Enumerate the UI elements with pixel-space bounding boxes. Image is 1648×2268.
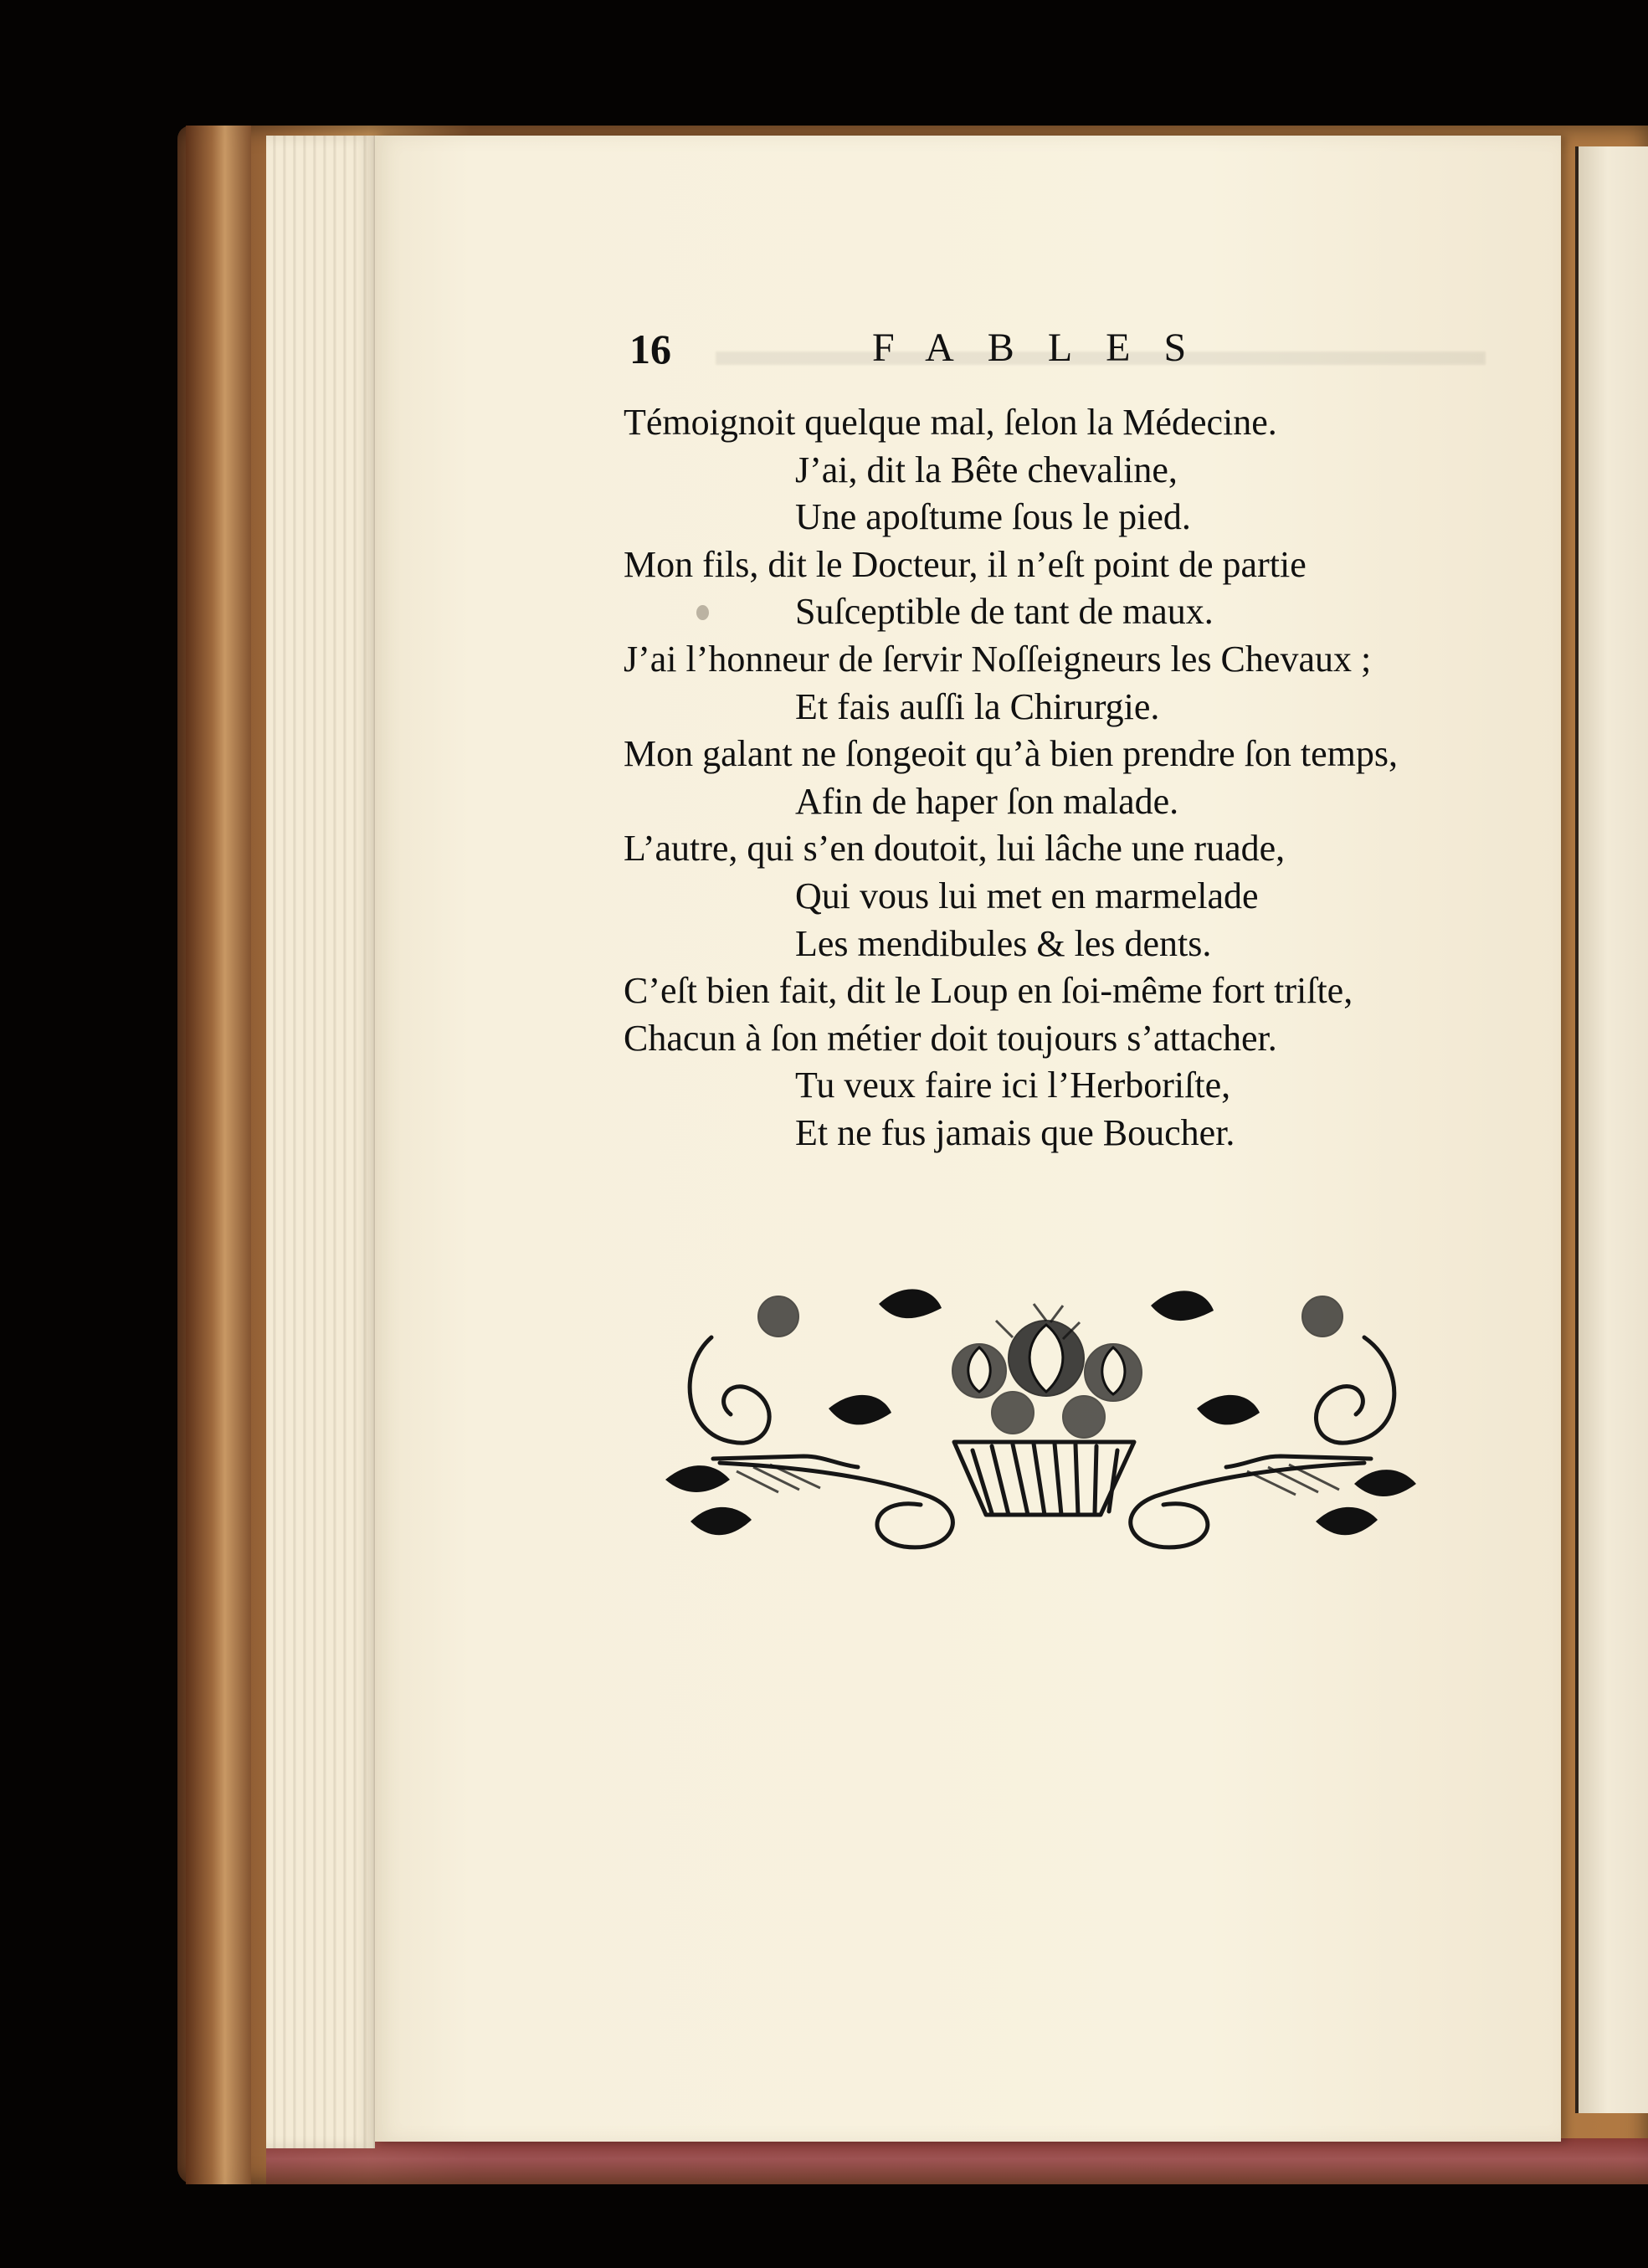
- poem-line: Témoignoit quelque mal, ſelon la Médecine.: [624, 402, 1277, 443]
- book-spine: [186, 126, 251, 2184]
- poem-line: Mon galant ne ſongeoit qu’à bien prendre ſon temps,: [624, 733, 1398, 775]
- page-header: [629, 325, 1324, 378]
- running-title: FABLES: [872, 326, 1220, 370]
- right-scroll-icon: [1317, 1337, 1394, 1443]
- leaf-icon: [829, 1395, 891, 1425]
- basket-stripes-icon: [973, 1444, 1117, 1515]
- adjacent-page-edge: [1575, 146, 1648, 2113]
- poem-line: C’eſt bien fait, dit le Loup en ſoi-même fort triſte,: [624, 970, 1353, 1012]
- page-number: 16: [629, 326, 671, 372]
- leaf-icon: [665, 1465, 730, 1492]
- poem-line: Et fais auſſi la Chirurgie.: [795, 685, 1160, 727]
- decorated-page-edge: [266, 2138, 1648, 2184]
- poem-line: J’ai l’honneur de ſervir Noſſeigneurs les Chevaux ;: [624, 638, 1372, 680]
- poem-line: Chacun à ſon métier doit toujours s’attacher.: [624, 1017, 1277, 1059]
- leaf-icon: [691, 1507, 752, 1535]
- poem-line: Suſceptible de tant de maux.: [795, 591, 1214, 633]
- poem-line: Qui vous lui met en marmelade: [795, 875, 1259, 916]
- left-corner-flower-icon: [758, 1296, 798, 1337]
- poem-line: J’ai, dit la Bête chevaline,: [795, 449, 1178, 490]
- poem-line: Afin de haper ſon malade.: [795, 780, 1179, 822]
- leaf-icon: [1316, 1507, 1378, 1535]
- leaf-icon: [1197, 1395, 1260, 1425]
- flower-icon: [1063, 1396, 1105, 1438]
- poem-line: Mon fils, dit le Docteur, il n’eſt point de partie: [624, 543, 1307, 585]
- fable-text-block: [624, 399, 1486, 1157]
- left-scroll-icon: [690, 1337, 769, 1443]
- poem-line: L’autre, qui s’en doutoit, lui lâche une ruade,: [624, 828, 1286, 870]
- poem-line: Les mendibules & les dents.: [795, 922, 1212, 964]
- right-base-curve-icon: [1131, 1463, 1364, 1547]
- floral-basket-ornament-icon: [653, 1270, 1434, 1564]
- leaf-icon: [1354, 1470, 1416, 1496]
- right-corner-flower-icon: [1302, 1296, 1343, 1337]
- leaf-icon: [1151, 1291, 1214, 1321]
- poem-line: Et ne fus jamais que Boucher.: [795, 1111, 1235, 1153]
- leaf-icon: [879, 1289, 942, 1318]
- poem-line: Une apoſtume ſous le pied.: [795, 496, 1191, 538]
- flower-icon: [992, 1392, 1034, 1434]
- poem-line: Tu veux faire ici l’Herboriſte,: [795, 1065, 1231, 1106]
- left-base-curve-icon: [720, 1463, 952, 1547]
- stacked-page-edges: [266, 136, 375, 2148]
